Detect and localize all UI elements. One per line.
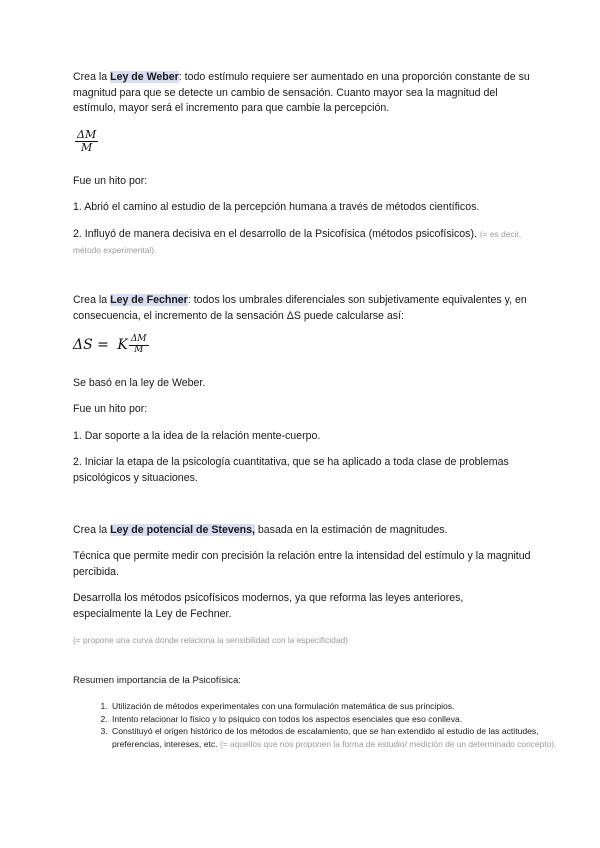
weber-formula-denominator: M: [80, 141, 93, 155]
fechner-formula: [73, 335, 149, 356]
fechner-law-name: Ley de Fechner: [110, 294, 188, 306]
summary-item-3-text: Constituyó el origen histórico de los métodos de escalamiento, que se han extendido al estudio de las actitudes, preferencias, intereses, etc.: [112, 726, 539, 749]
fechner-intro: [73, 293, 533, 324]
fechner-formula-lhs: ΔS =: [73, 337, 114, 354]
stevens-intro-text: basada en la estimación de magnitudes.: [254, 524, 448, 536]
summary-item-2: 2. Intento relacionar lo físico y lo psíquico con todos los aspectos esenciales que eso conlleva.: [110, 713, 560, 726]
weber-formula: [75, 129, 98, 154]
weber-intro: [73, 70, 533, 117]
fechner-based-on: Se basó en la ley de Weber.: [73, 377, 206, 389]
weber-formula-numerator: ΔM: [77, 128, 97, 141]
summary-item-1: 1. Utilización de métodos experimentales con una formulación matemática de sus principios.: [110, 700, 560, 713]
fechner-formula-denominator: M: [134, 344, 144, 355]
fechner-point-1: 1. Dar soporte a la idea de la relación mente-cuerpo.: [73, 430, 321, 442]
fechner-milestone-label: Fue un hito por:: [73, 403, 148, 415]
fechner-intro-prefix: Crea la: [73, 294, 111, 306]
weber-point-2-note: (= es decir, método experimental).: [73, 229, 522, 255]
summary-title: Resumen importancia de la Psicofísica:: [73, 675, 241, 686]
weber-point-2-text: 2. Influyó de manera decisiva en el desarrollo de la Psicofísica (métodos psicofísicos).: [73, 228, 477, 240]
summary-item-3-note: (= aquellos que nos proponen la forma de estudio/ medición de un determinado concepto).: [219, 738, 557, 749]
weber-law-name: Ley de Weber: [110, 71, 179, 83]
fechner-formula-numerator: ΔM: [130, 334, 147, 344]
fechner-point-2: 2. Iniciar la etapa de la psicología cuantitativa, que se ha aplicado a toda clase de problemas psicológicos y situaciones.: [73, 456, 509, 484]
weber-milestone-label: Fue un hito por:: [73, 175, 148, 187]
summary-list: [88, 700, 560, 750]
stevens-law-name: Ley de potencial de Stevens,: [110, 524, 255, 536]
weber-point-1: 1. Abrió el camino al estudio de la percepción humana a través de métodos científicos.: [73, 201, 480, 213]
stevens-intro: [73, 523, 533, 539]
stevens-intro-prefix: Crea la: [73, 524, 111, 536]
fechner-intro-text: : todos los umbrales diferenciales son subjetivamente equivalentes y, en consecuencia, el incremento de la sensación ΔS puede calcularse así:: [73, 294, 527, 322]
stevens-paragraph-2: Desarrolla los métodos psicofísicos modernos, ya que reforma las leyes anteriores, especialmente la Ley de Fechner.: [73, 592, 464, 620]
fechner-formula-k: K: [117, 337, 128, 354]
stevens-paragraph-1: Técnica que permite medir con precisión la relación entre la intensidad del estímulo y la magnitud percibida.: [73, 550, 531, 578]
summary-item-3: [110, 725, 560, 750]
weber-point-2: [73, 227, 533, 258]
stevens-note: (= propone una curva donde relaciona la sensibilidad con la especificidad): [73, 635, 348, 645]
weber-intro-prefix: Crea la: [73, 71, 111, 83]
weber-intro-text: : todo estímulo requiere ser aumentado en una proporción constante de su magnitud para que se detecte un cambio de sensación. Cuanto mayor sea la magnitud del estímulo, mayor será el incremento para que cambie la percepción.: [73, 71, 530, 114]
